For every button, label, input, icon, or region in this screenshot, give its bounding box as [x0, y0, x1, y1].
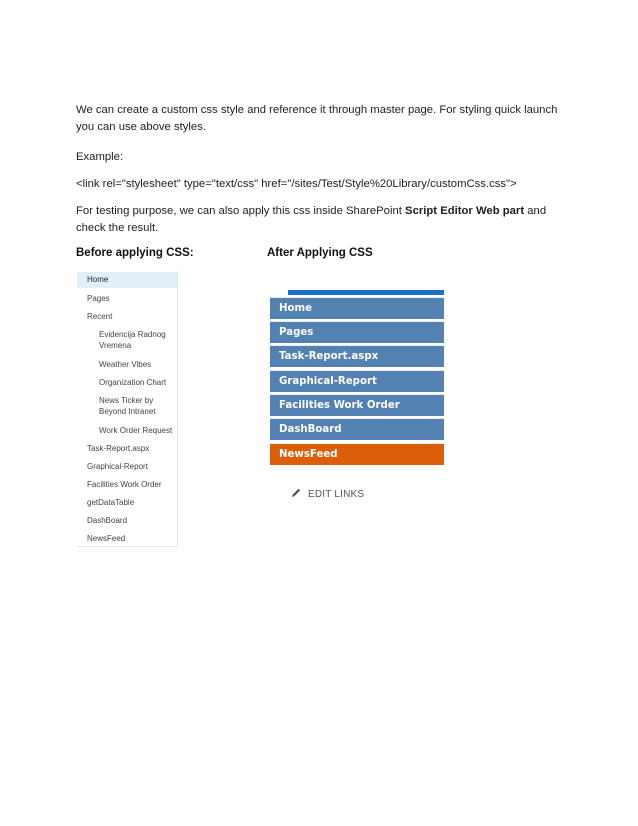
ql-subitem-work-order-request[interactable]: Work Order Request	[99, 426, 173, 435]
ql-item-facilities-work-order[interactable]: Facilities Work Order	[87, 480, 162, 489]
testing-text-start: For testing purpose, we can also apply this css inside SharePoint	[76, 205, 406, 217]
ql-item-home[interactable]: Home	[77, 272, 178, 288]
ql-item-task-report[interactable]: Task-Report.aspx	[87, 444, 150, 453]
nav-item-home[interactable]: Home	[270, 297, 444, 319]
nav-item-facilities-work-order[interactable]: Facilities Work Order	[270, 394, 444, 416]
example-label: Example:	[76, 151, 124, 163]
nav-item-newsfeed[interactable]: NewsFeed	[270, 443, 444, 465]
ql-item-newsfeed[interactable]: NewsFeed	[87, 534, 126, 543]
ql-item-pages[interactable]: Pages	[87, 294, 110, 303]
nav-item-graphical-report[interactable]: Graphical-Report	[270, 370, 444, 392]
ql-item-getdatatable[interactable]: getDataTable	[87, 498, 135, 507]
testing-paragraph	[76, 203, 568, 237]
nav-item-dashboard[interactable]: DashBoard	[270, 418, 444, 440]
edit-links-link[interactable]	[290, 487, 364, 500]
testing-text-end: and check the result.	[76, 205, 547, 234]
panel-bottom-edge	[77, 546, 178, 547]
ql-subitem-weather-vibes[interactable]: Weather Vibes	[99, 360, 152, 369]
edit-links-label: EDIT LINKS	[308, 489, 365, 500]
ql-item-recent[interactable]: Recent	[87, 312, 113, 321]
ql-subitem-evidencija[interactable]: Evidencija Radnog Vremena	[99, 330, 166, 350]
before-heading: Before applying CSS:	[76, 247, 194, 259]
ql-subitem-organization-chart[interactable]: Organization Chart	[99, 378, 167, 387]
panel-edge	[177, 271, 178, 547]
after-heading: After Applying CSS	[267, 247, 373, 259]
script-editor-emphasis: Script Editor Web part	[405, 205, 525, 217]
ql-subitem-news-ticker[interactable]: News Ticker by Beyond Intranet	[99, 396, 156, 416]
intro-paragraph: We can create a custom css style and reference it through master page. For styling quick launch you can use above styles.	[76, 104, 558, 133]
nav-item-pages[interactable]: Pages	[270, 321, 444, 343]
pencil-icon	[290, 487, 302, 499]
nav-item-task-report[interactable]: Task-Report.aspx	[270, 345, 444, 367]
quick-launch-before	[77, 271, 178, 547]
top-accent-bar	[288, 290, 444, 295]
ql-item-dashboard[interactable]: DashBoard	[87, 516, 128, 525]
link-tag-code: <link rel="stylesheet" type="text/css" href="/sites/Test/Style%20Library/customCss.css">	[76, 178, 517, 190]
ql-item-graphical-report[interactable]: Graphical-Report	[87, 462, 148, 471]
